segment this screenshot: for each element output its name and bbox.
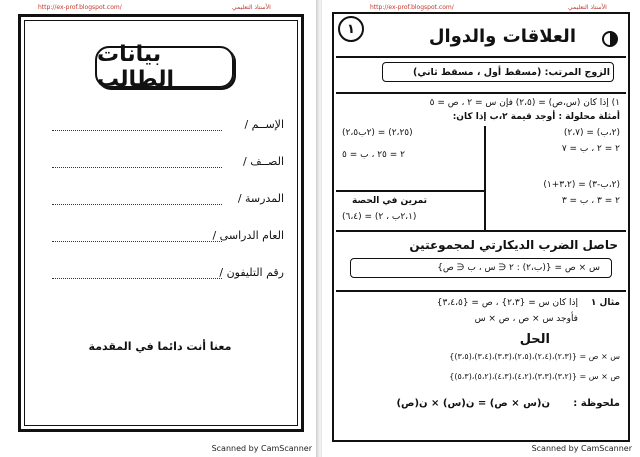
example-2-solution: ٢ = ٣ ، ب = ٣ [561, 196, 620, 206]
header-url: http://ex-prof.blogspot.com/ [38, 4, 122, 11]
solution-line-1: س × ص = {(٢،٣)،(٢،٤)،(٢،٥)،(٣،٣)،(٣،٤)،(٣،٥)} [449, 352, 620, 361]
field-line-name[interactable] [52, 130, 222, 131]
half-circle-icon [602, 31, 618, 47]
practice-heading: تمرين في الحصة [352, 196, 428, 206]
field-line-school[interactable] [52, 204, 222, 205]
rule-text: ١) إذا كان (س،ص) = (٢،٥) فإن س = ٢ ، ص = ٥ [429, 98, 620, 108]
scanned-footer: Scanned by CamScanner [531, 444, 632, 453]
example-1: (٢،ب) = (٢،٧) [563, 128, 620, 138]
divider [336, 56, 626, 58]
lesson-title: العلاقات والدوال [428, 26, 576, 47]
solution-label: الحل [519, 332, 550, 347]
header-brand: الأستاذ التعليمي [232, 4, 271, 11]
divider [336, 230, 626, 232]
lesson-number-badge: ١ [338, 16, 364, 42]
field-label-grade: الصــف / [243, 155, 284, 168]
motto-text: معنا أنت دائما في المقدمة [88, 340, 232, 353]
divider [336, 190, 484, 192]
note-label: ملحوظة : [573, 398, 620, 409]
column-divider [484, 126, 486, 230]
divider [336, 290, 626, 292]
field-label-name: الإســم / [244, 118, 284, 131]
example-text: إذا كان س = {٢،٣} ، ص = {٣،٤،٥} [436, 298, 578, 308]
field-label-year: العام الدراسى / [212, 229, 284, 242]
example-2: (٢،ب-٣) = (٣،٢+١) [543, 180, 620, 190]
examples-heading: أمثلة محلولة : أوجد قيمة ٢،ب إذا كان: [452, 112, 620, 122]
subtitle: الزوج المرتب: (مسقط أول ، مسقط ثاني) [413, 67, 610, 78]
field-label-school: المدرسة / [237, 192, 284, 205]
field-line-grade[interactable] [52, 167, 222, 168]
field-line-phone[interactable] [52, 278, 222, 279]
page-title: بيانات الطالب [95, 46, 234, 88]
header-brand: الأستاذ التعليمي [568, 4, 607, 11]
example-1-solution: ٢ = ٢ ، ب = ٧ [561, 144, 620, 154]
scanned-footer: Scanned by CamScanner [211, 444, 312, 453]
note-text: ن(س × ص) = ن(س) × ن(ص) [396, 398, 550, 409]
solution-line-2: ص × س = {(٣،٢)،(٣،٣)،(٤،٢)،(٤،٣)،(٥،٢)،(٥،٣)} [449, 372, 620, 381]
left-page [0, 0, 318, 457]
field-label-phone: رقم التليفون / [219, 266, 284, 279]
header-url: http://ex-prof.blogspot.com/ [370, 4, 454, 11]
cartesian-definition: س × ص = {(ب،٢) : ٢ ∈ س ، ب ∈ ص} [437, 263, 600, 273]
example-3: (٢،٢٥) = (٢ب٢،٥) [342, 128, 413, 138]
practice-exercise: (٢،١ب ، ٢) = (٦،٤) [342, 212, 417, 222]
section-2-title: حاصل الضرب الديكارتي لمجموعتين [409, 238, 618, 252]
divider [336, 92, 626, 94]
example-3-solution: ٢ = ٢٥ ، ب = ٥ [342, 150, 405, 160]
example-task: فأوجد س × ص ، ص × س [474, 314, 578, 324]
example-label: مثال ١ [590, 298, 620, 308]
right-page [322, 0, 640, 457]
field-line-year[interactable] [52, 241, 222, 242]
